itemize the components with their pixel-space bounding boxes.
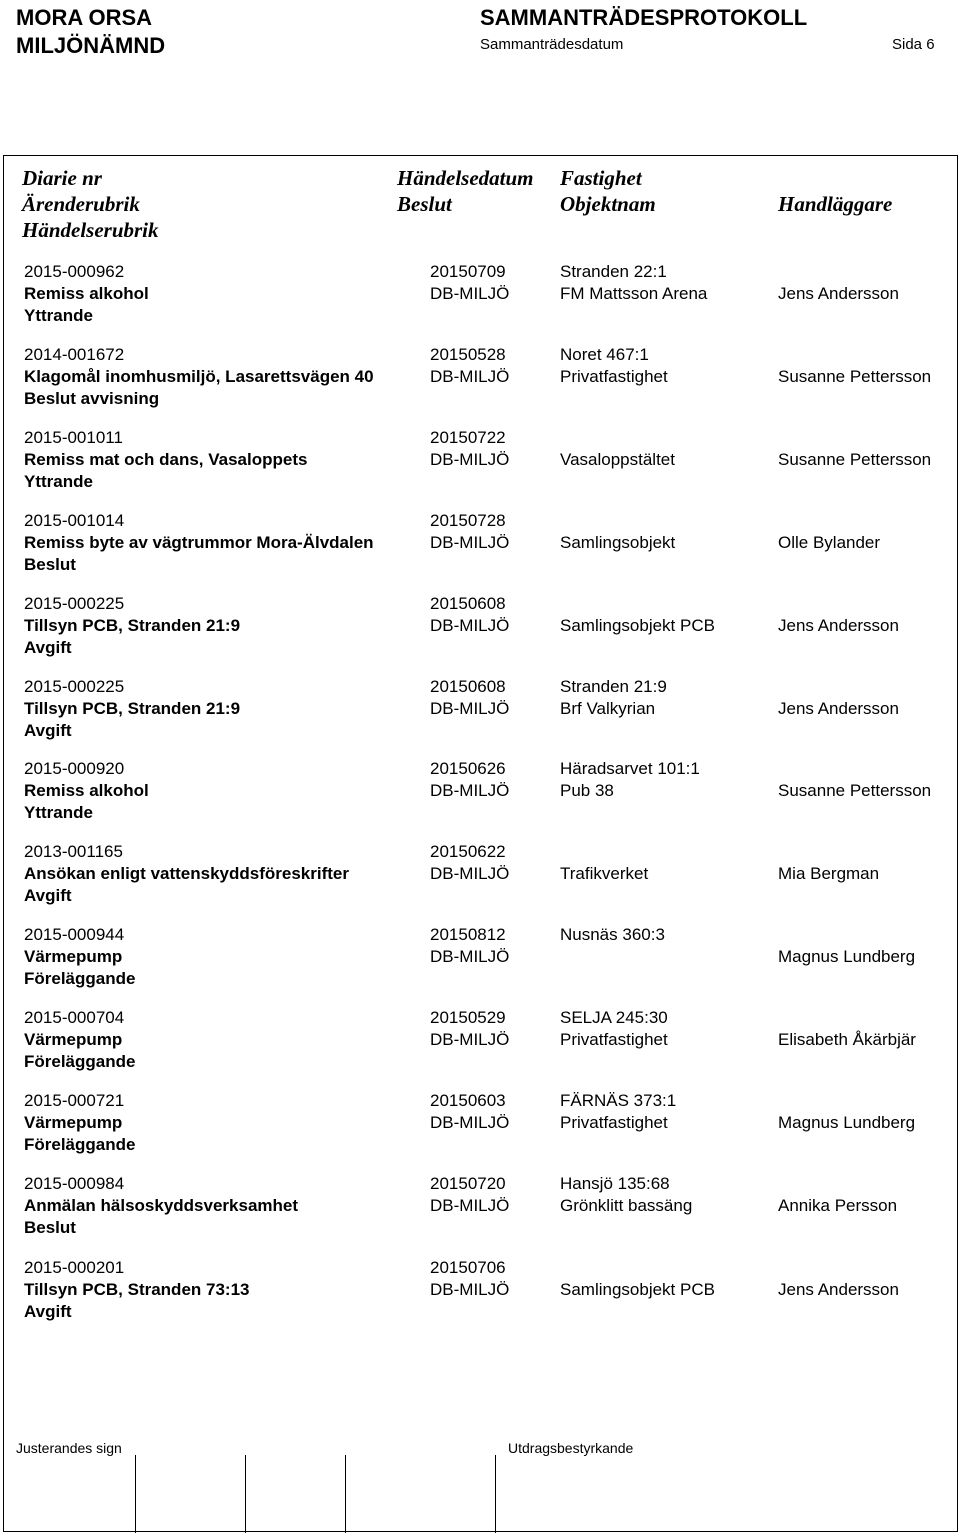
case-entry — [0, 676, 960, 746]
case-heading: Remiss mat och dans, Vasaloppets — [24, 450, 308, 469]
object-name: Brf Valkyrian — [560, 699, 656, 718]
property: Hansjö 135:68 — [560, 1174, 670, 1193]
diarie-number: 2015-000201 — [24, 1258, 125, 1277]
meeting-date-label: Sammanträdesdatum — [480, 36, 624, 53]
decision: DB-MILJÖ — [430, 1113, 510, 1132]
decision: DB-MILJÖ — [430, 616, 510, 635]
object-name: Privatfastighet — [560, 1030, 668, 1049]
object-name: Privatfastighet — [560, 367, 668, 386]
event-heading: Föreläggande — [24, 1135, 136, 1154]
event-date: 20150720 — [430, 1174, 506, 1193]
property: Stranden 21:9 — [560, 677, 667, 696]
case-officer: Jens Andersson — [778, 699, 899, 718]
case-entry — [0, 427, 960, 497]
event-heading: Avgift — [24, 638, 72, 657]
diarie-number: 2015-001011 — [24, 428, 123, 447]
case-officer: Mia Bergman — [778, 864, 880, 883]
event-date: 20150728 — [430, 511, 506, 530]
case-heading: Värmepump — [24, 947, 123, 966]
property: Stranden 22:1 — [560, 262, 667, 281]
signature-divider — [345, 1455, 346, 1533]
event-date: 20150812 — [430, 925, 506, 944]
case-entry — [0, 344, 960, 414]
event-date: 20150603 — [430, 1091, 506, 1110]
decision: DB-MILJÖ — [430, 1196, 510, 1215]
org-line2: MILJÖNÄMND — [16, 33, 166, 58]
diarie-number: 2015-000225 — [24, 677, 125, 696]
event-date: 20150608 — [430, 594, 506, 613]
case-officer: Jens Andersson — [778, 284, 899, 303]
event-heading: Yttrande — [24, 306, 93, 325]
decision: DB-MILJÖ — [430, 367, 510, 386]
decision: DB-MILJÖ — [430, 781, 510, 800]
case-heading: Värmepump — [24, 1113, 123, 1132]
signature-label: Justerandes sign — [16, 1440, 122, 1456]
property: Noret 467:1 — [560, 345, 649, 364]
decision: DB-MILJÖ — [430, 1030, 510, 1049]
column-header-diarie: Diarie nr — [22, 166, 102, 190]
event-heading: Yttrande — [24, 803, 93, 822]
object-name: Samlingsobjekt PCB — [560, 616, 715, 635]
event-date: 20150529 — [430, 1008, 506, 1027]
case-entry — [0, 261, 960, 331]
event-heading: Avgift — [24, 721, 72, 740]
object-name: Trafikverket — [560, 864, 649, 883]
object-name: FM Mattsson Arena — [560, 284, 708, 303]
case-heading: Tillsyn PCB, Stranden 21:9 — [24, 616, 241, 635]
signature-footer — [3, 1435, 958, 1532]
case-entry — [0, 593, 960, 663]
decision: DB-MILJÖ — [430, 533, 510, 552]
case-heading: Tillsyn PCB, Stranden 73:13 — [24, 1280, 250, 1299]
event-date: 20150709 — [430, 262, 506, 281]
diarie-number: 2015-000962 — [24, 262, 125, 281]
case-heading: Remiss byte av vägtrummor Mora-Älvdalen — [24, 533, 374, 552]
event-heading: Föreläggande — [24, 1052, 136, 1071]
event-date: 20150608 — [430, 677, 506, 696]
case-officer: Magnus Lundberg — [778, 1113, 916, 1132]
diarie-number: 2015-001014 — [24, 511, 125, 530]
org-name — [16, 4, 165, 60]
case-entry — [0, 510, 960, 580]
diarie-number: 2014-001672 — [24, 345, 125, 364]
diarie-number: 2015-000704 — [24, 1008, 125, 1027]
case-heading: Remiss alkohol — [24, 781, 149, 800]
document-title: SAMMANTRÄDESPROTOKOLL — [480, 5, 808, 30]
decision: DB-MILJÖ — [430, 450, 510, 469]
event-date: 20150722 — [430, 428, 506, 447]
diarie-number: 2015-000721 — [24, 1091, 125, 1110]
case-entry — [0, 1090, 960, 1160]
diarie-number: 2015-000920 — [24, 759, 125, 778]
case-heading: Värmepump — [24, 1030, 123, 1049]
event-heading: Beslut avvisning — [24, 389, 160, 408]
event-heading: Föreläggande — [24, 969, 136, 988]
case-heading: Ansökan enligt vattenskyddsföreskrifter — [24, 864, 349, 883]
property: Häradsarvet 101:1 — [560, 759, 700, 778]
object-name: Privatfastighet — [560, 1113, 668, 1132]
column-header-objektnam: Objektnam — [560, 192, 656, 216]
event-heading: Yttrande — [24, 472, 93, 491]
event-heading: Beslut — [24, 555, 76, 574]
object-name: Grönklitt bassäng — [560, 1196, 693, 1215]
case-heading: Tillsyn PCB, Stranden 21:9 — [24, 699, 241, 718]
event-date: 20150626 — [430, 759, 506, 778]
event-date: 20150528 — [430, 345, 506, 364]
diarie-number: 2015-000984 — [24, 1174, 125, 1193]
case-officer: Elisabeth Åkärbjär — [778, 1030, 916, 1049]
column-header-fastighet: Fastighet — [560, 166, 642, 190]
decision: DB-MILJÖ — [430, 284, 510, 303]
page-number: Sida 6 — [892, 36, 935, 53]
property: FÄRNÄS 373:1 — [560, 1091, 677, 1110]
object-name: Samlingsobjekt PCB — [560, 1280, 715, 1299]
event-heading: Beslut — [24, 1218, 76, 1237]
column-header-arende: Ärenderubrik — [22, 192, 140, 216]
decision: DB-MILJÖ — [430, 699, 510, 718]
signature-divider — [135, 1455, 136, 1533]
decision: DB-MILJÖ — [430, 1280, 510, 1299]
decision: DB-MILJÖ — [430, 947, 510, 966]
diarie-number: 2015-000944 — [24, 925, 125, 944]
certification-label: Utdragsbestyrkande — [508, 1440, 634, 1456]
case-officer: Olle Bylander — [778, 533, 881, 552]
case-officer: Susanne Pettersson — [778, 450, 932, 469]
case-entry — [0, 924, 960, 994]
decision: DB-MILJÖ — [430, 864, 510, 883]
case-entry — [0, 841, 960, 911]
case-heading: Anmälan hälsoskyddsverksamhet — [24, 1196, 299, 1215]
property: SELJA 245:30 — [560, 1008, 668, 1027]
case-heading: Klagomål inomhusmiljö, Lasarettsvägen 40 — [24, 367, 374, 386]
property: Nusnäs 360:3 — [560, 925, 665, 944]
event-date: 20150706 — [430, 1258, 506, 1277]
case-entry — [0, 758, 960, 828]
column-header-handelse: Händelserubrik — [22, 218, 159, 242]
signature-divider — [245, 1455, 246, 1533]
case-officer: Susanne Pettersson — [778, 367, 932, 386]
object-name: Samlingsobjekt — [560, 533, 676, 552]
case-heading: Remiss alkohol — [24, 284, 149, 303]
case-officer: Magnus Lundberg — [778, 947, 916, 966]
object-name: Vasaloppstältet — [560, 450, 675, 469]
case-officer: Susanne Pettersson — [778, 781, 932, 800]
case-officer: Jens Andersson — [778, 1280, 899, 1299]
case-entry — [0, 1257, 960, 1327]
column-header-handelsedatum: Händelsedatum — [397, 166, 534, 190]
diarie-number: 2013-001165 — [24, 842, 123, 861]
diarie-number: 2015-000225 — [24, 594, 125, 613]
event-heading: Avgift — [24, 886, 72, 905]
event-date: 20150622 — [430, 842, 506, 861]
event-heading: Avgift — [24, 1302, 72, 1321]
signature-divider — [495, 1455, 496, 1533]
column-header-handlaggare: Handläggare — [778, 192, 893, 216]
column-header-beslut: Beslut — [397, 192, 452, 216]
case-entry — [0, 1173, 960, 1243]
org-line1: MORA ORSA — [16, 5, 153, 30]
case-officer: Annika Persson — [778, 1196, 898, 1215]
case-officer: Jens Andersson — [778, 616, 899, 635]
case-entry — [0, 1007, 960, 1077]
object-name: Pub 38 — [560, 781, 614, 800]
